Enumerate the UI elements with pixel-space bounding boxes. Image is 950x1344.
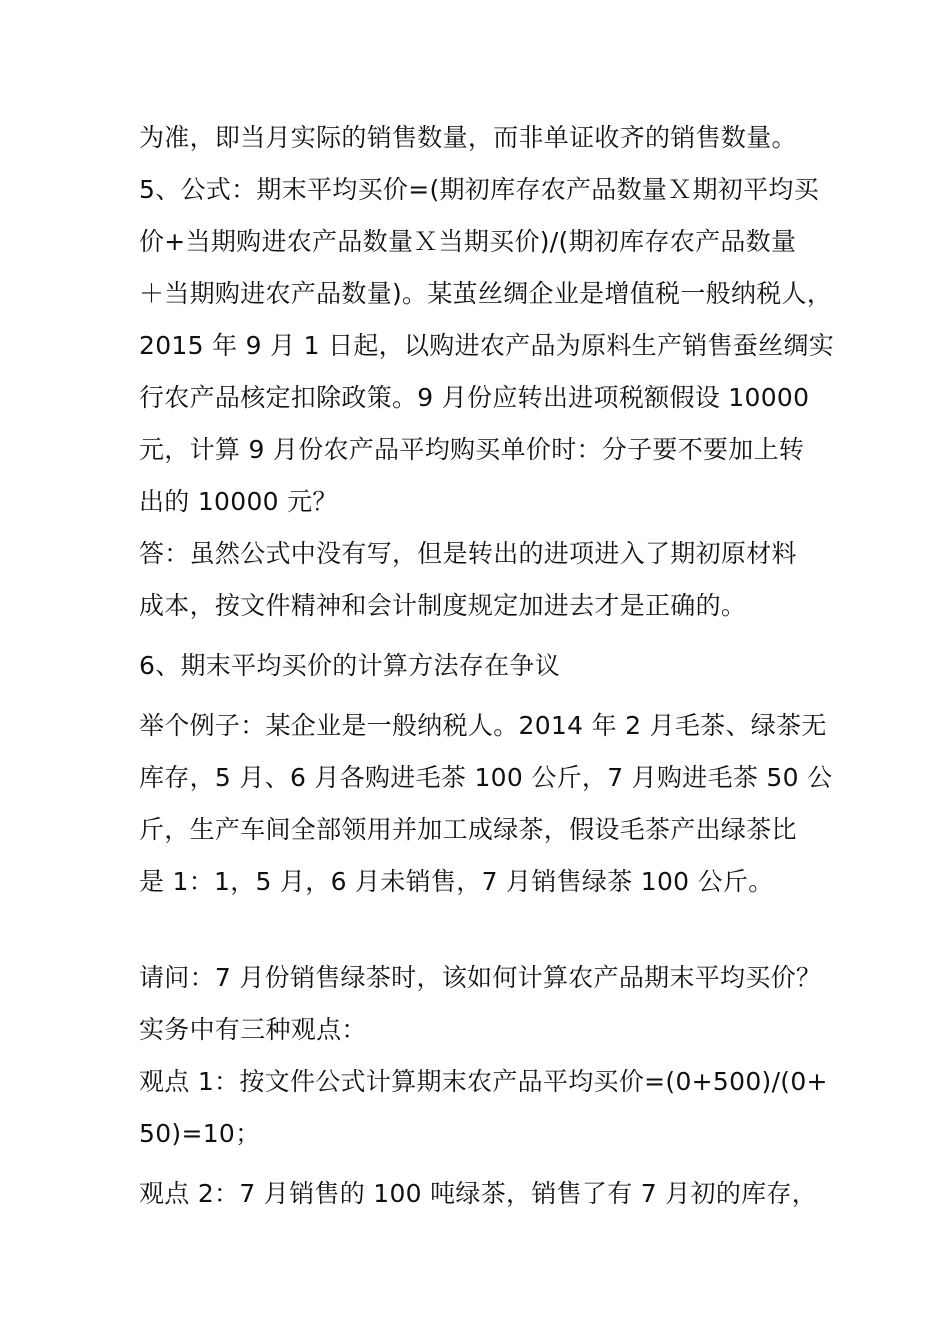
text-line: 实务中有三种观点： xyxy=(139,1015,367,1044)
text-line: 答：虽然公式中没有写，但是转出的进项进入了期初原材料 xyxy=(139,539,797,568)
text-line: 元，计算 9 月份农产品平均购买单价时：分子要不要加上转 xyxy=(139,435,805,464)
paragraph-gap xyxy=(139,692,839,700)
text-line: 是 1：1，5 月，6 月未销售，7 月销售绿茶 100 公斤。 xyxy=(139,867,774,896)
text-line: 为准，即当月实际的销售数量，而非单证收齐的销售数量。 xyxy=(139,123,797,152)
text-line: 2015 年 9 月 1 日起，以购进农产品为原料生产销售蚕丝绸实 xyxy=(139,331,835,360)
document-body xyxy=(139,112,839,1220)
text-line: 行农产品核定扣除政策。9 月份应转出进项税额假设 10000 xyxy=(139,383,810,412)
text-line: 5、公式：期末平均买价=(期初库存农产品数量Ｘ期初平均买 xyxy=(139,175,820,204)
text-line: 50)=10； xyxy=(139,1119,261,1148)
text-line: ＋当期购进农产品数量)。某茧丝绸企业是增值税一般纳税人， xyxy=(139,279,833,308)
text-line: 库存，5 月、6 月各购进毛茶 100 公斤，7 月购进毛茶 50 公 xyxy=(139,763,833,792)
paragraph-gap xyxy=(139,632,839,640)
text-line: 斤，生产车间全部领用并加工成绿茶，假设毛茶产出绿茶比 xyxy=(139,815,797,844)
section-heading: 6、期末平均买价的计算方法存在争议 xyxy=(139,651,561,680)
text-line: 观点 1：按文件公式计算期末农产品平均买价=(0+500)/(0+ xyxy=(139,1067,828,1096)
text-line: 观点 2：7 月销售的 100 吨绿茶，销售了有 7 月初的库存， xyxy=(139,1179,818,1208)
paragraph-gap xyxy=(139,1160,839,1168)
text-line: 成本，按文件精神和会计制度规定加进去才是正确的。 xyxy=(139,591,747,620)
text-line: 价+当期购进农产品数量Ｘ当期买价)/(期初库存农产品数量 xyxy=(139,227,797,256)
text-line: 请问：7 月份销售绿茶时，该如何计算农产品期末平均买价？ xyxy=(139,963,822,992)
text-line: 出的 10000 元？ xyxy=(139,487,338,516)
text-line: 举个例子：某企业是一般纳税人。2014 年 2 月毛茶、绿茶无 xyxy=(139,711,827,740)
paragraph-gap xyxy=(139,908,839,952)
